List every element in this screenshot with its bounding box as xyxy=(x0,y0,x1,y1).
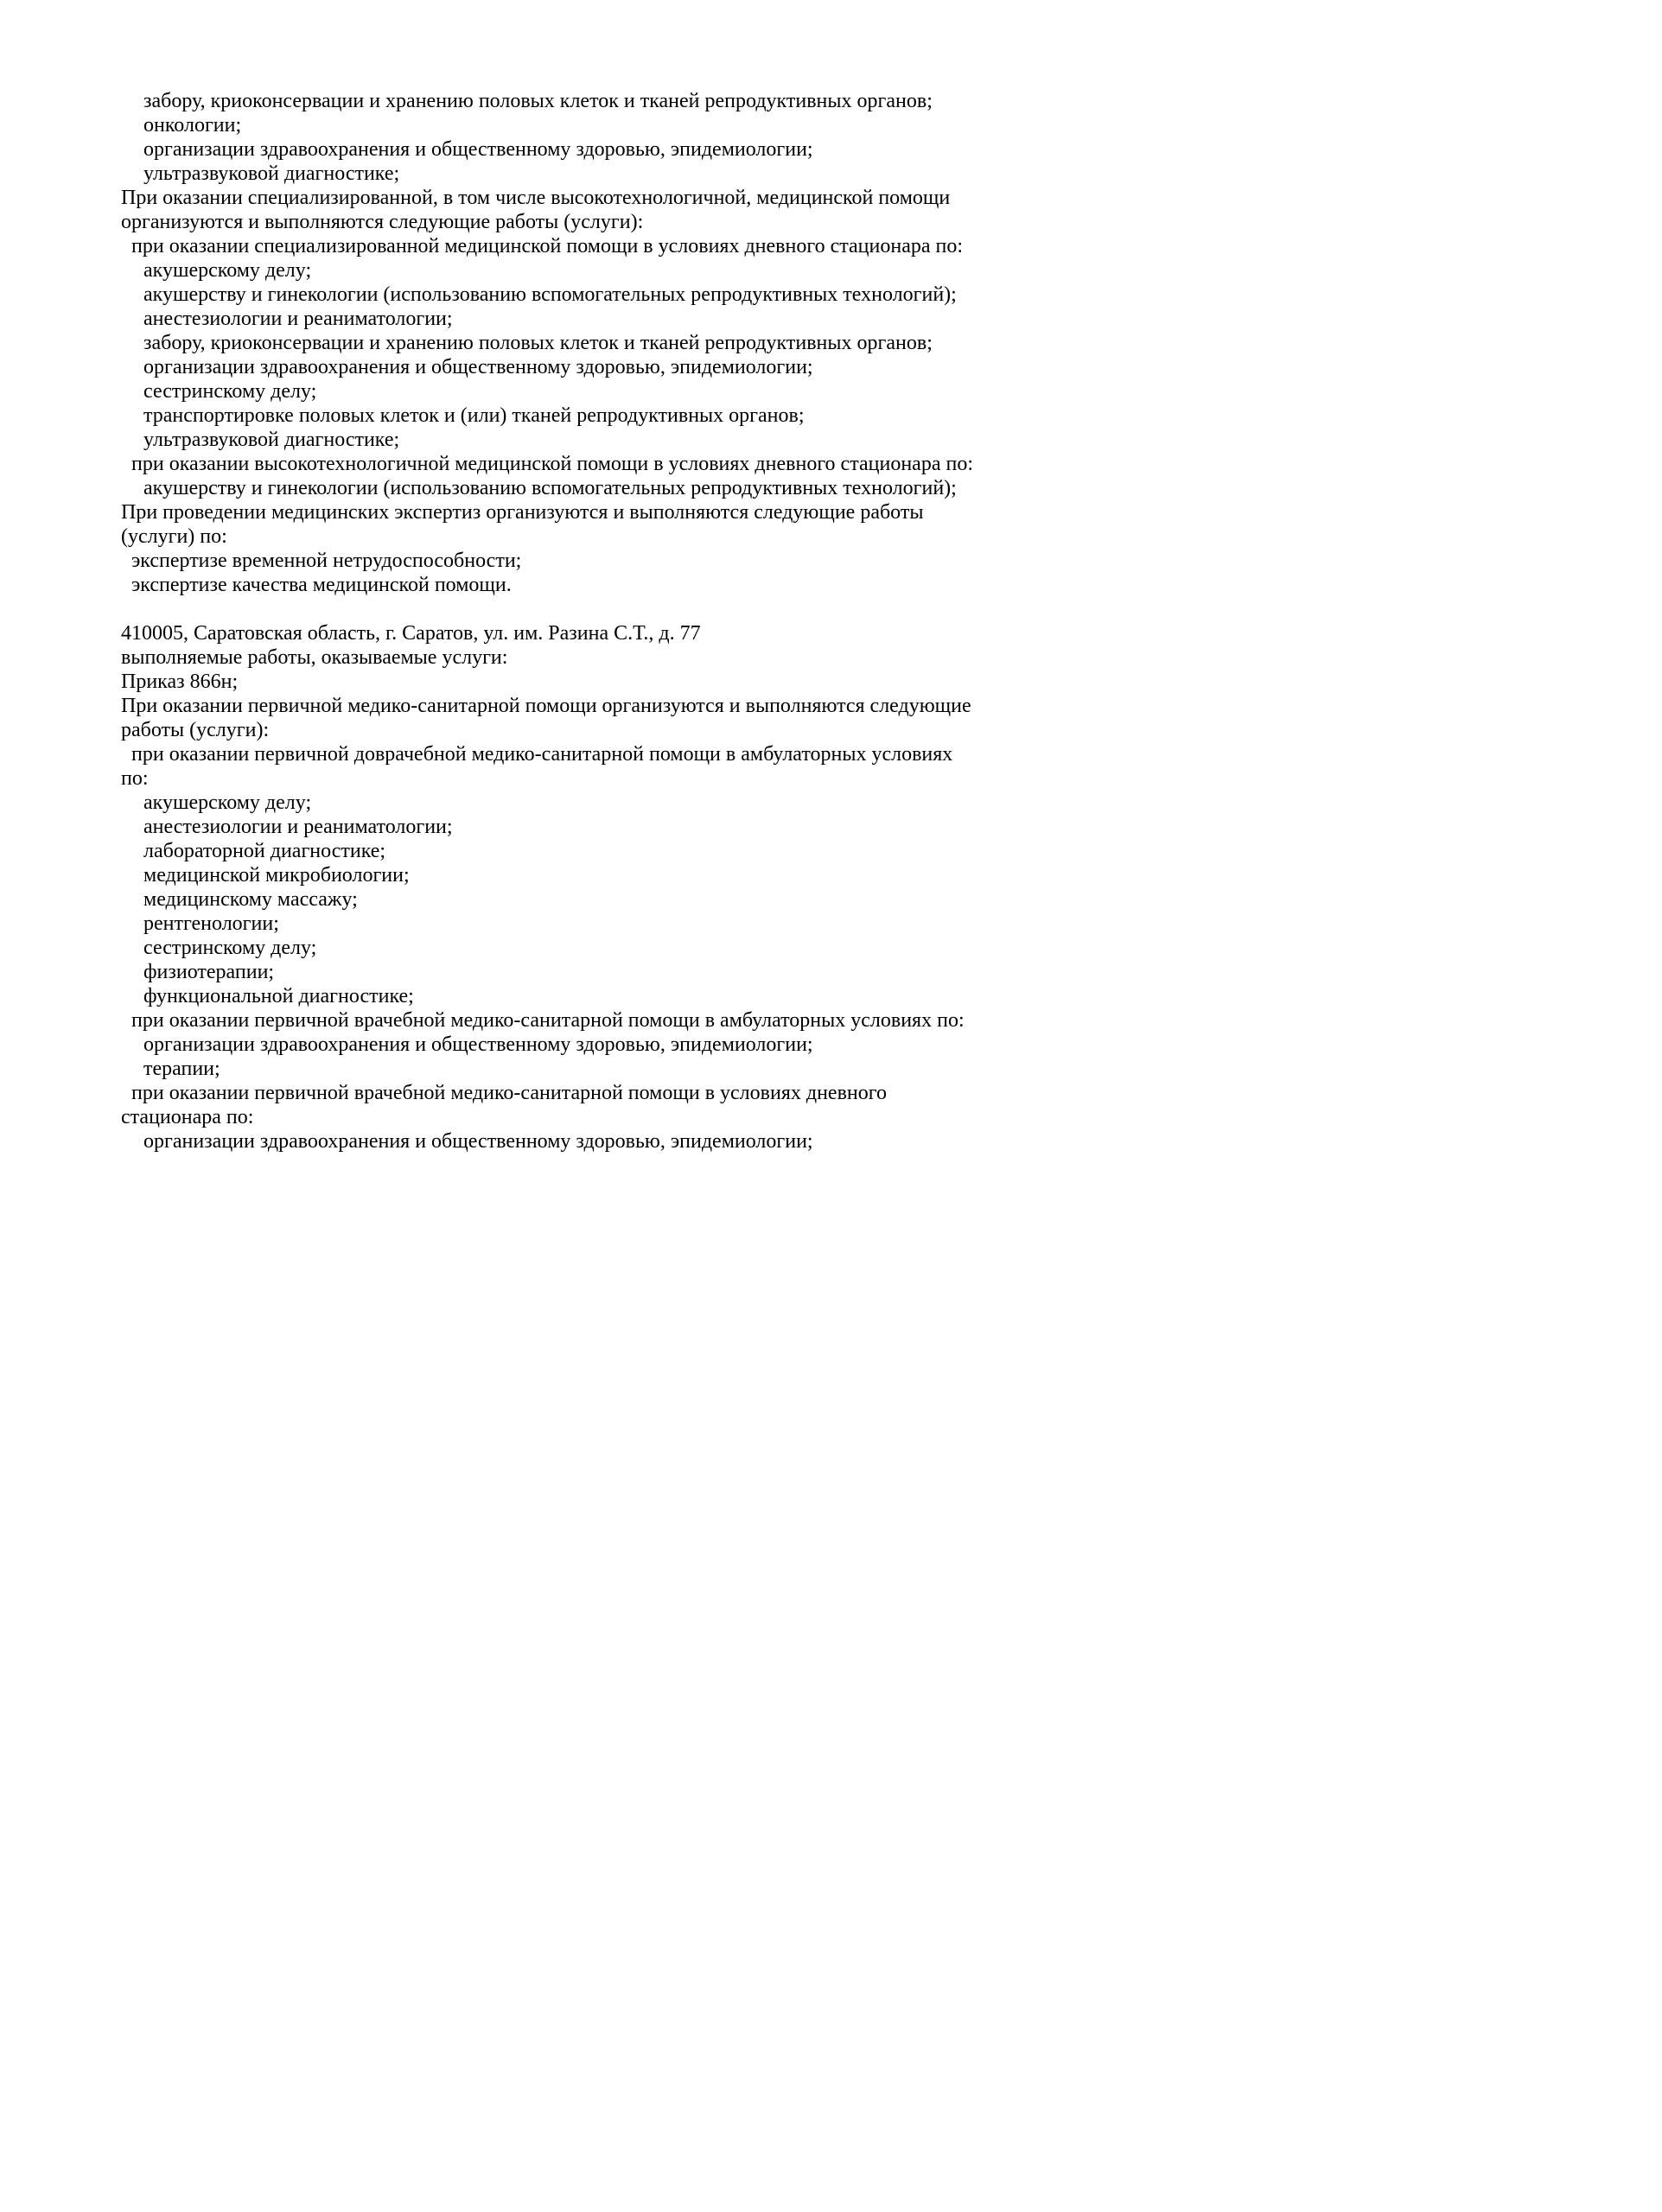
text-line: При оказании специализированной, в том числе высокотехнологичной, медицинской помощи xyxy=(121,187,951,209)
text-line: сестринскому делу; xyxy=(143,380,317,403)
text-line: организации здравоохранения и общественному здоровью, эпидемиологии; xyxy=(143,1033,813,1056)
text-line: функциональной диагностике; xyxy=(143,985,414,1007)
text-line: физиотерапии; xyxy=(143,961,275,983)
text-line: экспертизе качества медицинской помощи. xyxy=(131,574,512,596)
text-line: онкологии; xyxy=(143,114,242,137)
text-line: Приказ 866н; xyxy=(121,671,239,693)
text-line: организуются и выполняются следующие работы (услуги): xyxy=(121,211,644,233)
text-line: при оказании высокотехнологичной медицинской помощи в условиях дневного стационара по: xyxy=(131,453,973,475)
text-line: 410005, Саратовская область, г. Саратов, ул. им. Разина С.Т., д. 77 xyxy=(121,622,701,645)
text-line: работы (услуги): xyxy=(121,719,270,741)
text-line: терапии; xyxy=(143,1058,220,1080)
text-line: при оказании первичной врачебной медико-санитарной помощи в амбулаторных условиях по: xyxy=(131,1009,965,1032)
text-line: организации здравоохранения и общественному здоровью, эпидемиологии; xyxy=(143,356,813,378)
text-line: лабораторной диагностике; xyxy=(143,840,386,862)
text-line xyxy=(121,597,1576,621)
text-line: При оказании первичной медико-санитарной помощи организуются и выполняются следующие xyxy=(121,695,971,717)
text-line: при оказании первичной врачебной медико-санитарной помощи в условиях дневного xyxy=(131,1082,887,1104)
text-line: забору, криоконсервации и хранению половых клеток и тканей репродуктивных органов; xyxy=(143,332,933,354)
text-line: При проведении медицинских экспертиз организуются и выполняются следующие работы xyxy=(121,501,924,524)
document-text xyxy=(121,89,1576,1154)
text-line: по: xyxy=(121,767,149,790)
text-line: выполняемые работы, оказываемые услуги: xyxy=(121,646,508,669)
text-line: медицинской микробиологии; xyxy=(143,864,410,887)
text-line: забору, криоконсервации и хранению половых клеток и тканей репродуктивных органов; xyxy=(143,90,933,112)
text-line: акушерству и гинекологии (использованию вспомогательных репродуктивных технологий); xyxy=(143,477,957,499)
text-line: медицинскому массажу; xyxy=(143,888,358,911)
text-line: транспортировке половых клеток и (или) тканей репродуктивных органов; xyxy=(143,404,805,427)
text-line: ультразвуковой диагностике; xyxy=(143,162,400,185)
text-line: анестезиологии и реаниматологии; xyxy=(143,308,453,330)
text-line: стационара по: xyxy=(121,1106,254,1128)
text-line: экспертизе временной нетрудоспособности; xyxy=(131,550,522,572)
text-line: организации здравоохранения и общественному здоровью, эпидемиологии; xyxy=(143,1130,813,1153)
text-line: сестринскому делу; xyxy=(143,937,317,959)
text-line: анестезиологии и реаниматологии; xyxy=(143,816,453,838)
text-line: акушерскому делу; xyxy=(143,791,312,814)
text-line: организации здравоохранения и общественному здоровью, эпидемиологии; xyxy=(143,138,813,161)
text-line: при оказании первичной доврачебной медико-санитарной помощи в амбулаторных условиях xyxy=(131,743,953,766)
text-line: ультразвуковой диагностике; xyxy=(143,429,400,451)
text-line: рентгенологии; xyxy=(143,912,279,935)
text-line: акушерскому делу; xyxy=(143,259,312,282)
text-line: (услуги) по: xyxy=(121,525,227,548)
text-line: акушерству и гинекологии (использованию вспомогательных репродуктивных технологий); xyxy=(143,283,957,306)
text-line: при оказании специализированной медицинской помощи в условиях дневного стационара по: xyxy=(131,235,964,257)
